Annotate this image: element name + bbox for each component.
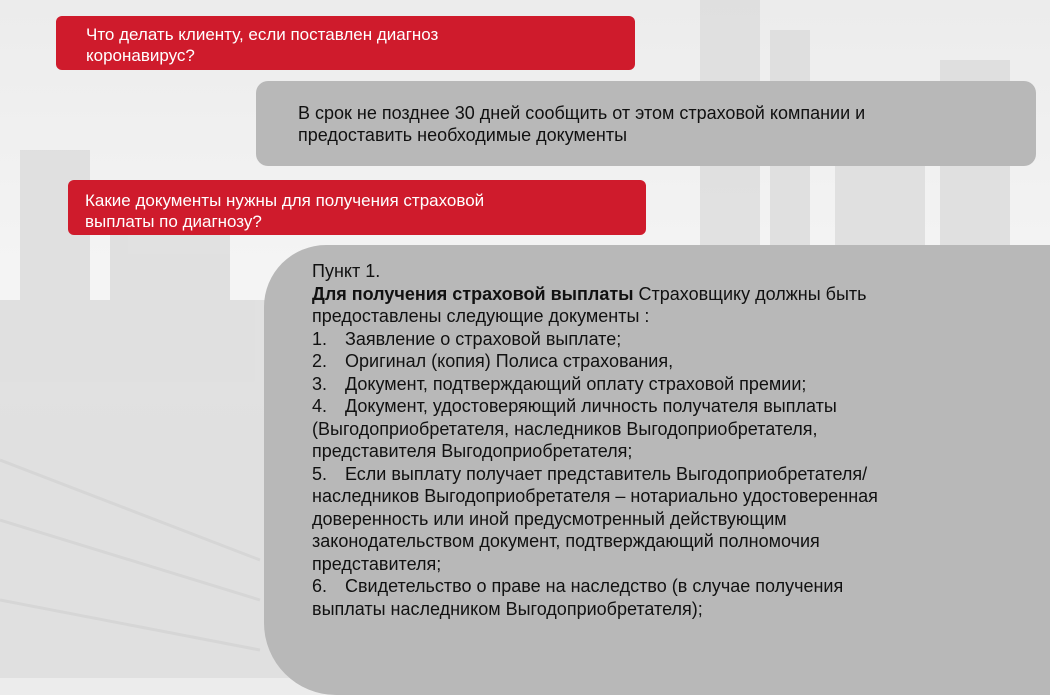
answer-2-lead xyxy=(312,283,1050,306)
answer-bubble-1 xyxy=(256,81,1036,166)
question-1-line-2: коронавирус? xyxy=(86,46,195,65)
question-2-line-1: Какие документы нужны для получения страховой xyxy=(85,191,485,210)
list-item-continuation: представителя Выгодоприобретателя; xyxy=(312,441,633,461)
list-item: 5. Если выплату получает представитель Выгодоприобретателя/ xyxy=(312,463,868,484)
question-1-line-1: Что делать клиенту, если поставлен диагноз xyxy=(86,25,439,44)
list-item: 6. Свидетельство о праве на наследство (в случае получения xyxy=(312,576,844,596)
answer-2-lead-bold: Для получения страховой выплаты xyxy=(312,283,634,304)
list-item-continuation: наследников Выгодоприобретателя – нотариально удостоверенная xyxy=(312,486,878,506)
answer-1-line-2: предоставить необходимые документы xyxy=(298,125,628,145)
list-item-continuation: (Выгодоприобретателя, наследников Выгодоприобретателя, xyxy=(312,418,818,439)
list-item-continuation: доверенность или иной предусмотренный действующим xyxy=(312,508,787,529)
list-item-continuation: законодательством документ, подтверждающий полномочия xyxy=(312,531,820,551)
list-item-continuation: представителя; xyxy=(312,553,442,574)
answer-2-heading: Пункт 1. xyxy=(312,261,381,281)
answer-1-line-1: В срок не позднее 30 дней сообщить от этом страховой компании и xyxy=(298,103,866,123)
list-item: 1. Заявление о страховой выплате; xyxy=(312,328,622,349)
answer-bubble-2 xyxy=(264,245,1050,695)
question-bubble-2 xyxy=(68,180,646,235)
answer-2-lead-line-2: предоставлены следующие документы : xyxy=(312,306,650,326)
answer-2-lead-rest: Страховщику должны быть xyxy=(633,283,867,304)
list-item: 2. Оригинал (копия) Полиса страхования, xyxy=(312,351,674,371)
question-2-line-2: выплаты по диагнозу? xyxy=(85,212,262,231)
list-item-continuation: выплаты наследником Выгодоприобретателя); xyxy=(312,598,703,619)
question-bubble-1 xyxy=(56,16,635,70)
list-item: 3. Документ, подтверждающий оплату страховой премии; xyxy=(312,373,807,394)
list-item: 4. Документ, удостоверяющий личность получателя выплаты xyxy=(312,396,837,416)
